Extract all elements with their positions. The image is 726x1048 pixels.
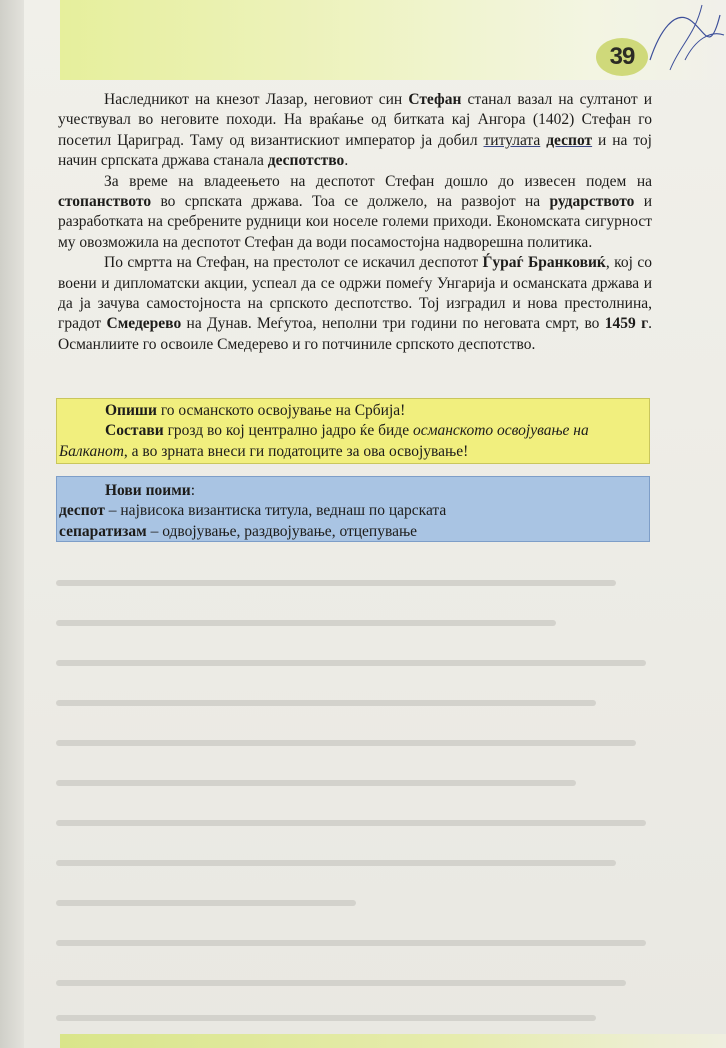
term-stefan: Стефан xyxy=(408,91,462,108)
paragraph-gjurag xyxy=(58,253,652,355)
text-run: , кој со воени и дипломатски акции, успеал да се одржи помеѓу Унгарија и османската држава и да ја зачува самостојноста на српското деспотство. Тој изградил и нова престолнина, градот xyxy=(58,254,652,333)
task-box xyxy=(56,398,650,464)
page-binding-shadow xyxy=(0,0,24,1048)
page-number: 39 xyxy=(609,43,635,70)
text-run: го османското освојување на Србија! xyxy=(156,402,406,419)
underlined-word: титулата xyxy=(483,131,541,149)
task-compose xyxy=(59,421,641,462)
term-definition: – одвојување, раздвојување, отцепување xyxy=(146,522,418,540)
task-verb: Опиши xyxy=(105,402,157,419)
text-run: : xyxy=(190,482,196,499)
text-run: . xyxy=(344,152,349,170)
text-run: Наследникот на кнезот Лазар, неговиот син xyxy=(104,91,409,108)
term-smederevo: Смедерево xyxy=(106,315,182,333)
term-word: сепаратизам xyxy=(59,522,147,540)
term-entry xyxy=(59,522,641,542)
text-run: во српската држава. Тоа се должело, на развојот на xyxy=(151,193,550,211)
pen-scribble-icon xyxy=(640,0,726,80)
text-run: . Османлиите го освоиле Смедерево и го потчиниле српското деспотство. xyxy=(58,315,652,353)
task-describe xyxy=(59,401,641,421)
reverse-side-bleed-through xyxy=(56,560,656,1030)
term-gjurag-brankovic: Ѓураѓ Бранковиќ xyxy=(482,254,606,272)
term-stopanstvoto: стопанството xyxy=(58,193,152,211)
term-rudarstvoto: рударството xyxy=(549,193,635,211)
task-verb: Состави xyxy=(105,422,164,440)
new-terms-box xyxy=(56,476,650,542)
term-year-1459: 1459 г xyxy=(604,315,649,333)
term-despototstvo: деспотство xyxy=(267,152,345,170)
text-run: и на тој начин српската држава станала xyxy=(58,131,652,170)
paragraph-economy xyxy=(58,172,652,254)
term-definition: – највисока византиска титула, веднаш по царската xyxy=(104,502,447,520)
term-entry xyxy=(59,501,641,521)
footer-band xyxy=(60,1034,726,1048)
text-run: станал вазал на султанот и учествувал во неговите походи. На враќање од битката кај Ангора (1402) Стефан го посетил Цариград. Таму од византискиот император ја добил xyxy=(58,91,653,149)
text-run: , а во зрната внеси ги податоците за ова освојување! xyxy=(123,442,469,460)
text-run: За време на владеењето на деспотот Стефан дошло до извесен подем на xyxy=(104,172,652,190)
text-run: По смртта на Стефан, на престолот се искачил деспотот xyxy=(104,254,483,272)
text-run: грозд во кој централно јадро ќе биде xyxy=(163,422,413,440)
text-run: и разработката на сребрените рудници кои носеле големи приходи. Економската сигурност му овозможила на деспотот Стефан да води посамостојна надворешна политика. xyxy=(58,193,652,251)
term-word: деспот xyxy=(59,502,105,520)
text-run: на Дунав. Меѓутоа, неполни три години по неговата смрт, во xyxy=(181,315,605,333)
main-text xyxy=(58,90,652,355)
task-topic: османското освојување на Балканот xyxy=(59,422,589,460)
term-despot: деспот xyxy=(546,131,593,149)
new-terms-heading: Нови поими xyxy=(105,482,191,499)
page-number-badge xyxy=(596,38,648,76)
paragraph-stefan xyxy=(58,90,652,172)
new-terms-title xyxy=(59,481,641,501)
